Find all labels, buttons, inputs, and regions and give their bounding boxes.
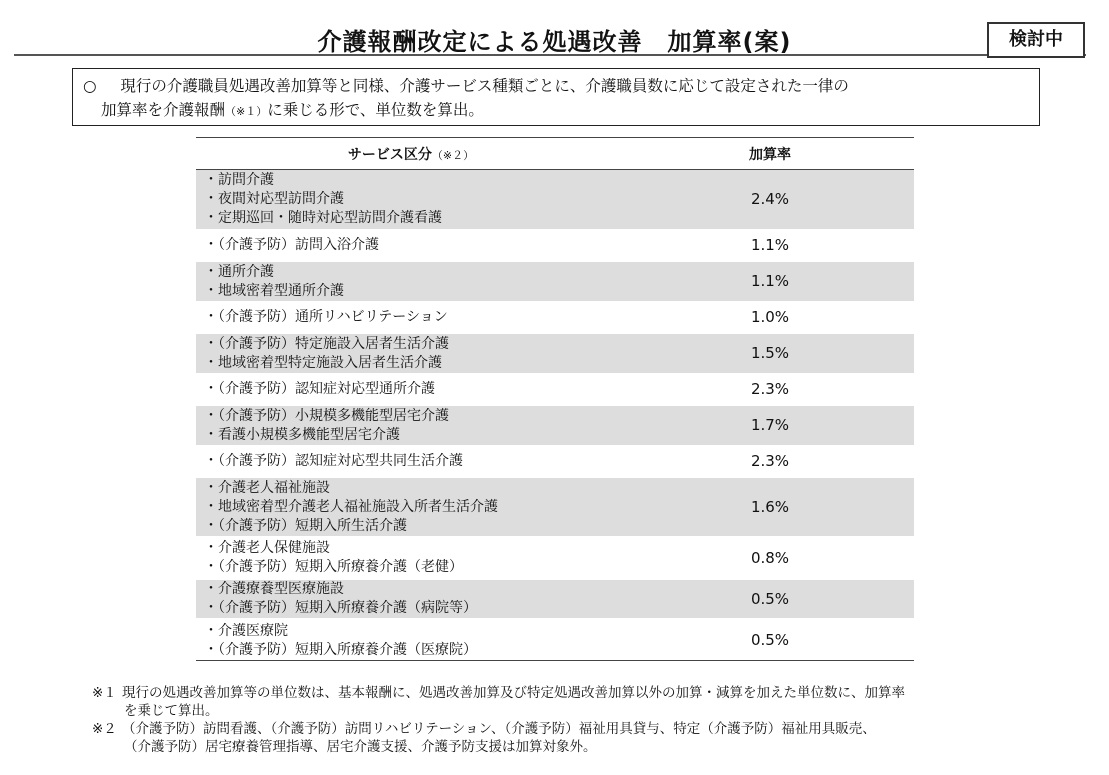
service-item: ・（介護予防）認知症対応型共同生活介護	[204, 453, 463, 469]
service-item: ・（介護予防）短期入所生活介護	[204, 517, 407, 534]
rate-cell: 0.8%	[626, 538, 914, 579]
table-row	[196, 261, 914, 303]
table-row	[196, 303, 914, 333]
service-cell	[196, 375, 626, 405]
service-item: ・看護小規模多機能型居宅介護	[204, 426, 400, 443]
service-item: ・（介護予防）短期入所療養介護（老健）	[204, 559, 463, 575]
header-rate: 加算率	[626, 138, 914, 170]
service-item: ・（介護予防）訪問入浴介護	[204, 237, 379, 253]
footnote-1-line-1: 現行の処遇改善加算等の単位数は、基本報酬に、処遇改善加算及び特定処遇改善加算以外の加算・減算を加えた単位数に、加算率	[122, 685, 905, 701]
table-row	[196, 170, 914, 231]
service-item: ・（介護予防）通所リハビリテーション	[204, 309, 448, 325]
service-item: ・地域密着型介護老人福祉施設入所者生活介護	[204, 498, 498, 515]
page-title: 介護報酬改定による処遇改善 加算率(案)	[317, 28, 792, 56]
footnote-2-line-2: （介護予防）居宅療養管理指導、居宅介護支援、介護予防支援は加算対象外。	[124, 739, 597, 755]
summary-line-1	[83, 74, 1029, 98]
service-cell	[196, 538, 626, 579]
table-row	[196, 579, 914, 620]
rate-cell: 2.3%	[626, 375, 914, 405]
table-row	[196, 333, 914, 375]
table-row	[196, 620, 914, 661]
rate-cell: 1.0%	[626, 303, 914, 333]
service-item: ・（介護予防）短期入所療養介護（医療院）	[204, 641, 477, 658]
summary-line-2	[83, 98, 1029, 124]
service-item: ・介護老人保健施設	[204, 540, 330, 556]
header-service-label: サービス区分	[347, 146, 432, 163]
table-row	[196, 375, 914, 405]
rate-cell: 2.3%	[626, 447, 914, 477]
table-row	[196, 231, 914, 261]
status-badge: 検討中	[987, 22, 1085, 58]
footnote-1-label: ※１	[92, 685, 117, 701]
service-item: ・介護医療院	[204, 622, 288, 639]
footnote-2-line-1: （介護予防）訪問看護、（介護予防）訪問リハビリテーション、（介護予防）福祉用具貸与、特定（介護予防）福祉用具販売、	[122, 721, 876, 737]
table-header-row	[196, 138, 914, 170]
header-service-note: （※２）	[431, 148, 475, 162]
service-cell	[196, 333, 626, 375]
table-row	[196, 477, 914, 538]
service-item: ・訪問介護	[204, 172, 274, 188]
service-cell	[196, 620, 626, 661]
summary-bullet: ○	[83, 77, 97, 95]
service-item: ・定期巡回・随時対応型訪問介護看護	[204, 210, 442, 226]
rate-cell: 1.5%	[626, 333, 914, 375]
service-cell	[196, 405, 626, 447]
service-cell	[196, 231, 626, 261]
footnotes	[92, 684, 1052, 756]
rate-table	[196, 137, 914, 661]
service-item: ・夜間対応型訪問介護	[204, 191, 344, 207]
summary-text-1: 現行の介護職員処遇改善加算等と同様、介護サービス種類ごとに、介護職員数に応じて設定された一律の	[120, 77, 849, 95]
service-cell	[196, 303, 626, 333]
footnote-1-line-2: を乗じて算出。	[124, 703, 219, 719]
service-item: ・（介護予防）短期入所療養介護（病院等）	[204, 600, 477, 616]
header-service	[196, 138, 626, 170]
rate-cell: 1.6%	[626, 477, 914, 538]
footnote-1	[92, 684, 1052, 720]
service-cell	[196, 447, 626, 477]
summary-box	[72, 68, 1040, 126]
service-cell	[196, 477, 626, 538]
rate-cell: 1.7%	[626, 405, 914, 447]
summary-note-ref: （※１）	[225, 105, 268, 118]
service-cell	[196, 261, 626, 303]
service-item: ・介護療養型医療施設	[204, 581, 344, 597]
rate-cell: 1.1%	[626, 231, 914, 261]
table-row	[196, 447, 914, 477]
service-item: ・通所介護	[204, 263, 274, 280]
rate-cell: 1.1%	[626, 261, 914, 303]
service-item: ・（介護予防）小規模多機能型居宅介護	[204, 407, 449, 424]
service-item: ・（介護予防）特定施設入居者生活介護	[204, 335, 449, 352]
service-cell	[196, 170, 626, 231]
table-row	[196, 538, 914, 579]
service-item: ・地域密着型特定施設入居者生活介護	[204, 354, 442, 371]
table-row	[196, 405, 914, 447]
service-item: ・地域密着型通所介護	[204, 282, 344, 299]
service-item: ・介護老人福祉施設	[204, 479, 330, 496]
summary-text-2b: に乗じる形で、単位数を算出。	[267, 101, 484, 119]
footnote-2-label: ※２	[92, 721, 117, 737]
rate-cell: 2.4%	[626, 170, 914, 231]
rate-cell: 0.5%	[626, 579, 914, 620]
service-cell	[196, 579, 626, 620]
service-item: ・（介護予防）認知症対応型通所介護	[204, 381, 435, 397]
rate-cell: 0.5%	[626, 620, 914, 661]
title-underline	[14, 54, 1086, 56]
rate-table-body	[196, 170, 914, 661]
summary-text-2a: 加算率を介護報酬	[101, 101, 226, 119]
footnote-2	[92, 720, 1052, 756]
